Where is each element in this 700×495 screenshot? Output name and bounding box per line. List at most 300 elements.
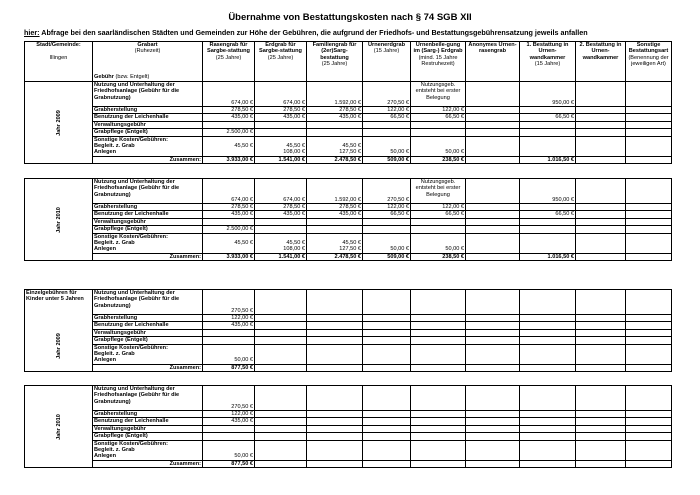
value-cell xyxy=(466,253,520,260)
empty-cell xyxy=(626,411,672,418)
verwaltung-label: Verwaltungsgebühr xyxy=(93,121,203,128)
empty-cell xyxy=(411,364,466,371)
empty-cell xyxy=(576,337,626,344)
empty-cell xyxy=(307,329,363,336)
empty-cell xyxy=(466,337,520,344)
empty-cell xyxy=(576,411,626,418)
empty-cell xyxy=(520,386,576,411)
empty-cell xyxy=(576,433,626,440)
value-cell xyxy=(626,107,672,114)
value-cell xyxy=(576,82,626,107)
value-cell: 2.500,00 € xyxy=(203,226,255,233)
value-cell: 66,50 € xyxy=(520,114,576,121)
empty-cell xyxy=(576,322,626,329)
value-cell: 50,00 € xyxy=(411,136,466,156)
empty-cell xyxy=(520,218,576,225)
col-header: Familiengrab für (2er)Sarg-bestattung (25 Jahre) xyxy=(307,42,363,82)
empty-cell xyxy=(466,344,520,364)
value-cell: 122,00 € xyxy=(411,107,466,114)
empty-cell xyxy=(626,322,672,329)
empty-cell xyxy=(363,329,411,336)
value-cell: 50,00 € xyxy=(363,233,411,253)
value-cell: 270,50 € xyxy=(363,179,411,204)
empty-cell xyxy=(411,418,466,425)
col-header: Urnenerdgrab (15 Jahre) xyxy=(363,42,411,82)
year-block xyxy=(24,178,672,261)
value-cell xyxy=(626,211,672,218)
value-cell: 877,50 € xyxy=(203,460,255,467)
empty-cell xyxy=(466,290,520,315)
empty-cell xyxy=(255,433,307,440)
value-cell: 278,50 € xyxy=(307,107,363,114)
value-cell: 2.478,50 € xyxy=(307,253,363,260)
leichenhalle-label: Benutzung der Leichenhalle xyxy=(93,322,203,329)
nutzung-label: Nutzung und Unterhaltung der Friedhofsanlage (Gebühr für die Grabnutzung) xyxy=(93,386,203,411)
empty-cell xyxy=(255,411,307,418)
value-cell xyxy=(466,179,520,204)
header-row xyxy=(25,42,672,82)
empty-cell xyxy=(520,329,576,336)
empty-cell xyxy=(255,344,307,364)
value-cell: 66,50 € xyxy=(363,211,411,218)
empty-cell xyxy=(307,425,363,432)
zusammen-label: Zusammen: xyxy=(93,460,203,467)
empty-cell xyxy=(411,290,466,315)
value-cell xyxy=(626,233,672,253)
empty-cell xyxy=(255,329,307,336)
value-cell: 278,50 € xyxy=(255,107,307,114)
value-cell: 238,50 € xyxy=(411,156,466,163)
empty-cell xyxy=(203,425,255,432)
value-cell: 122,00 € xyxy=(363,204,411,211)
empty-cell xyxy=(466,364,520,371)
verwaltung-label: Verwaltungsgebühr xyxy=(93,425,203,432)
year-label: Jahr 2009 xyxy=(25,82,93,164)
empty-cell xyxy=(626,440,672,460)
nutzungsgeb-note: Nutzungsgeb. entsteht bei erster Belegung xyxy=(411,179,466,204)
empty-cell xyxy=(307,226,363,233)
empty-cell xyxy=(363,337,411,344)
value-cell: 45,50 € xyxy=(203,233,255,253)
value-cell xyxy=(576,211,626,218)
value-cell: 66,50 € xyxy=(520,211,576,218)
value-cell xyxy=(576,253,626,260)
empty-cell xyxy=(411,411,466,418)
value-cell xyxy=(576,114,626,121)
col-header: Erdgrab für Sargbe-stattung (25 Jahre) xyxy=(255,42,307,82)
empty-cell xyxy=(255,226,307,233)
empty-cell xyxy=(520,121,576,128)
empty-cell xyxy=(363,322,411,329)
empty-cell xyxy=(411,460,466,467)
value-cell: 3.933,00 € xyxy=(203,156,255,163)
empty-cell xyxy=(520,433,576,440)
value-cell: 50,00 € xyxy=(363,136,411,156)
value-cell xyxy=(466,114,520,121)
value-cell: 1.016,50 € xyxy=(520,156,576,163)
value-cell: 674,00 € xyxy=(203,82,255,107)
value-cell: 45,50 € 127,50 € xyxy=(307,136,363,156)
empty-cell xyxy=(203,121,255,128)
empty-cell xyxy=(466,322,520,329)
empty-cell xyxy=(626,329,672,336)
value-cell: 278,50 € xyxy=(307,204,363,211)
empty-cell xyxy=(203,329,255,336)
empty-cell xyxy=(307,337,363,344)
empty-cell xyxy=(520,364,576,371)
value-cell: 270,50 € xyxy=(363,82,411,107)
value-cell: 278,50 € xyxy=(203,204,255,211)
value-cell xyxy=(626,82,672,107)
empty-cell xyxy=(466,411,520,418)
grabherstellung-label: Grabherstellung xyxy=(93,204,203,211)
value-cell: 950,00 € xyxy=(520,179,576,204)
empty-cell xyxy=(363,460,411,467)
empty-cell xyxy=(576,418,626,425)
empty-cell xyxy=(520,226,576,233)
empty-cell xyxy=(466,433,520,440)
kinder-label-cell xyxy=(25,290,93,372)
year-label: Jahr 2009 xyxy=(55,333,62,359)
empty-cell xyxy=(466,218,520,225)
empty-cell xyxy=(307,129,363,136)
empty-cell xyxy=(626,344,672,364)
empty-cell xyxy=(466,440,520,460)
value-cell: 1.592,00 € xyxy=(307,179,363,204)
empty-cell xyxy=(411,226,466,233)
value-cell: 238,50 € xyxy=(411,253,466,260)
value-cell: 66,50 € xyxy=(363,114,411,121)
value-cell: 270,50 € xyxy=(203,386,255,411)
empty-cell xyxy=(626,315,672,322)
empty-cell xyxy=(363,433,411,440)
leichenhalle-label: Benutzung der Leichenhalle xyxy=(93,418,203,425)
empty-cell xyxy=(255,218,307,225)
value-cell: 66,50 € xyxy=(411,211,466,218)
zusammen-label: Zusammen: xyxy=(93,364,203,371)
fee-table xyxy=(24,41,672,82)
empty-cell xyxy=(363,129,411,136)
empty-cell xyxy=(411,386,466,411)
value-cell: 435,00 € xyxy=(255,114,307,121)
empty-cell xyxy=(255,129,307,136)
empty-cell xyxy=(520,440,576,460)
empty-cell xyxy=(626,418,672,425)
empty-cell xyxy=(255,440,307,460)
value-cell: 674,00 € xyxy=(203,179,255,204)
empty-cell xyxy=(520,418,576,425)
sonstige-label: Sonstige Kosten/Gebühren: Begleit. z. Grab Anlegen xyxy=(93,440,203,460)
value-cell: 278,50 € xyxy=(203,107,255,114)
empty-cell xyxy=(255,386,307,411)
empty-cell xyxy=(363,226,411,233)
empty-cell xyxy=(466,329,520,336)
empty-cell xyxy=(520,460,576,467)
year-block xyxy=(24,81,672,164)
col-header: Sonstige Bestattungsart (Benennung der jeweiligen Art) xyxy=(626,42,672,82)
col-header: Rasengrab für Sargbe-stattung (25 Jahre) xyxy=(203,42,255,82)
value-cell: 674,00 € xyxy=(255,179,307,204)
empty-cell xyxy=(576,121,626,128)
nutzung-label: Nutzung und Unterhaltung der Friedhofsanlage (Gebühr für die Grabnutzung) xyxy=(93,290,203,315)
empty-cell xyxy=(520,129,576,136)
empty-cell xyxy=(307,121,363,128)
value-cell: 45,50 € xyxy=(203,136,255,156)
empty-cell xyxy=(626,460,672,467)
sonstige-label: Sonstige Kosten/Gebühren: Begleit. z. Grab Anlegen xyxy=(93,233,203,253)
empty-cell xyxy=(411,440,466,460)
grabpflege-label: Grabpflege (Entgelt) xyxy=(93,337,203,344)
empty-cell xyxy=(576,344,626,364)
value-cell: 45,50 € 108,00 € xyxy=(255,136,307,156)
empty-cell xyxy=(411,425,466,432)
grabpflege-label: Grabpflege (Entgelt) xyxy=(93,433,203,440)
grabpflege-label: Grabpflege (Entgelt) xyxy=(93,226,203,233)
empty-cell xyxy=(363,418,411,425)
empty-cell xyxy=(203,433,255,440)
empty-cell xyxy=(411,344,466,364)
empty-cell xyxy=(307,386,363,411)
nutzungsgeb-note: Nutzungsgeb. entsteht bei erster Belegung xyxy=(411,82,466,107)
empty-cell xyxy=(576,226,626,233)
value-cell: 435,00 € xyxy=(307,211,363,218)
value-cell xyxy=(466,136,520,156)
empty-cell xyxy=(626,337,672,344)
value-cell: 435,00 € xyxy=(307,114,363,121)
value-cell: 1.592,00 € xyxy=(307,82,363,107)
empty-cell xyxy=(626,290,672,315)
col-header: Anonymes Urnen-rasengrab xyxy=(466,42,520,82)
page-title: Übernahme von Bestattungskosten nach § 74 SGB XII xyxy=(228,12,472,23)
empty-cell xyxy=(255,121,307,128)
value-cell: 66,50 € xyxy=(411,114,466,121)
empty-cell xyxy=(466,226,520,233)
value-cell xyxy=(466,156,520,163)
empty-cell xyxy=(576,329,626,336)
empty-cell xyxy=(576,364,626,371)
value-cell xyxy=(576,179,626,204)
empty-cell xyxy=(576,386,626,411)
empty-cell xyxy=(576,129,626,136)
kinder-block xyxy=(24,289,672,372)
verwaltung-label: Verwaltungsgebühr xyxy=(93,329,203,336)
empty-cell xyxy=(520,411,576,418)
empty-cell xyxy=(255,418,307,425)
subtitle-prefix: hier: xyxy=(24,28,40,37)
value-cell xyxy=(520,136,576,156)
value-cell xyxy=(576,136,626,156)
year-label-cell xyxy=(25,386,93,468)
zusammen-label: Zusammen: xyxy=(93,253,203,260)
value-cell: 435,00 € xyxy=(255,211,307,218)
empty-cell xyxy=(307,364,363,371)
empty-cell xyxy=(626,433,672,440)
empty-cell xyxy=(576,460,626,467)
empty-cell xyxy=(411,433,466,440)
empty-cell xyxy=(520,315,576,322)
value-cell: 50,00 € xyxy=(203,440,255,460)
year-label: Jahr 2010 xyxy=(25,179,93,261)
col-header: Urnenbeile-gung im (Sarg-) Erdgrab (mind. 15 Jahre Restruhezeit) xyxy=(411,42,466,82)
empty-cell xyxy=(255,460,307,467)
empty-cell xyxy=(411,329,466,336)
nutzung-label: Nutzung und Unterhaltung der Friedhofsanlage (Gebühr für die Grabnutzung) xyxy=(93,179,203,204)
col-header: 1. Bestattung in Urnen-wandkammer (15 Jahre) xyxy=(520,42,576,82)
value-cell xyxy=(626,253,672,260)
value-cell xyxy=(576,156,626,163)
subtitle-text: Abfrage bei den saarländischen Städten und Gemeinden zur Höhe der Gebühren, die aufgrund der Friedhofs- und Bestattungsgebührensatzung jeweils anfallen xyxy=(39,28,588,37)
kinder-block xyxy=(24,385,672,468)
value-cell: 122,00 € xyxy=(203,411,255,418)
value-cell: 435,00 € xyxy=(203,418,255,425)
value-cell: 45,50 € 127,50 € xyxy=(307,233,363,253)
empty-cell xyxy=(411,121,466,128)
empty-cell xyxy=(520,290,576,315)
empty-cell xyxy=(363,344,411,364)
grabart-header: Grabart (Ruhezeit) Gebühr (bzw. Entgelt) xyxy=(93,42,203,82)
empty-cell xyxy=(363,411,411,418)
empty-cell xyxy=(520,322,576,329)
empty-cell xyxy=(466,425,520,432)
empty-cell xyxy=(411,315,466,322)
value-cell: 509,00 € xyxy=(363,156,411,163)
empty-cell xyxy=(307,322,363,329)
grabpflege-label: Grabpflege (Entgelt) xyxy=(93,129,203,136)
value-cell: 509,00 € xyxy=(363,253,411,260)
empty-cell xyxy=(307,433,363,440)
value-cell: 50,00 € xyxy=(411,233,466,253)
value-cell xyxy=(520,204,576,211)
empty-cell xyxy=(255,322,307,329)
sonstige-label: Sonstige Kosten/Gebühren: Begleit. z. Grab Anlegen xyxy=(93,344,203,364)
value-cell xyxy=(576,107,626,114)
empty-cell xyxy=(411,337,466,344)
verwaltung-label: Verwaltungsgebühr xyxy=(93,218,203,225)
empty-cell xyxy=(307,218,363,225)
page-subtitle xyxy=(24,28,588,37)
leichenhalle-label: Benutzung der Leichenhalle xyxy=(93,114,203,121)
value-cell xyxy=(626,156,672,163)
empty-cell xyxy=(363,290,411,315)
value-cell xyxy=(466,107,520,114)
kinder-label: Einzelgebühren für Kinder unter 5 Jahren xyxy=(26,290,84,303)
empty-cell xyxy=(520,344,576,364)
value-cell: 674,00 € xyxy=(255,82,307,107)
empty-cell xyxy=(466,418,520,425)
empty-cell xyxy=(255,315,307,322)
value-cell: 270,50 € xyxy=(203,290,255,315)
value-cell xyxy=(626,204,672,211)
empty-cell xyxy=(307,344,363,364)
empty-cell xyxy=(576,290,626,315)
value-cell xyxy=(466,233,520,253)
empty-cell xyxy=(466,315,520,322)
empty-cell xyxy=(363,425,411,432)
value-cell: 435,00 € xyxy=(203,114,255,121)
value-cell xyxy=(520,107,576,114)
value-cell xyxy=(626,114,672,121)
empty-cell xyxy=(203,218,255,225)
empty-cell xyxy=(307,418,363,425)
empty-cell xyxy=(411,218,466,225)
empty-cell xyxy=(307,315,363,322)
sonstige-label: Sonstige Kosten/Gebühren: Begleit. z. Grab Anlegen xyxy=(93,136,203,156)
value-cell: 435,00 € xyxy=(203,211,255,218)
empty-cell xyxy=(626,386,672,411)
value-cell: 1.016,50 € xyxy=(520,253,576,260)
empty-cell xyxy=(626,425,672,432)
empty-cell xyxy=(626,129,672,136)
empty-cell xyxy=(363,218,411,225)
empty-cell xyxy=(307,460,363,467)
empty-cell xyxy=(520,337,576,344)
value-cell xyxy=(466,82,520,107)
empty-cell xyxy=(520,425,576,432)
value-cell: 122,00 € xyxy=(411,204,466,211)
empty-cell xyxy=(363,386,411,411)
value-cell: 2.478,50 € xyxy=(307,156,363,163)
grabherstellung-label: Grabherstellung xyxy=(93,107,203,114)
empty-cell xyxy=(411,129,466,136)
empty-cell xyxy=(363,440,411,460)
empty-cell xyxy=(363,121,411,128)
empty-cell xyxy=(307,440,363,460)
value-cell: 122,00 € xyxy=(203,315,255,322)
empty-cell xyxy=(466,129,520,136)
empty-cell xyxy=(411,322,466,329)
value-cell: 2.500,00 € xyxy=(203,129,255,136)
empty-cell xyxy=(466,386,520,411)
empty-cell xyxy=(576,440,626,460)
value-cell: 122,00 € xyxy=(363,107,411,114)
grabherstellung-label: Grabherstellung xyxy=(93,411,203,418)
year-label: Jahr 2010 xyxy=(55,413,62,440)
value-cell xyxy=(466,204,520,211)
col-header: 2. Bestattung in Urnen-wandkammer xyxy=(576,42,626,82)
leichenhalle-label: Benutzung der Leichenhalle xyxy=(93,211,203,218)
value-cell: 3.933,00 € xyxy=(203,253,255,260)
value-cell xyxy=(520,233,576,253)
empty-cell xyxy=(363,364,411,371)
stadt-header: Stadt/Gemeinde: Illingen xyxy=(25,42,93,82)
empty-cell xyxy=(626,121,672,128)
grabherstellung-label: Grabherstellung xyxy=(93,315,203,322)
empty-cell xyxy=(576,315,626,322)
value-cell: 877,50 € xyxy=(203,364,255,371)
value-cell: 1.541,00 € xyxy=(255,253,307,260)
value-cell: 435,00 € xyxy=(203,322,255,329)
value-cell: 1.541,00 € xyxy=(255,156,307,163)
empty-cell xyxy=(255,425,307,432)
zusammen-label: Zusammen: xyxy=(93,156,203,163)
empty-cell xyxy=(255,290,307,315)
empty-cell xyxy=(363,315,411,322)
empty-cell xyxy=(626,226,672,233)
value-cell xyxy=(466,211,520,218)
value-cell: 45,50 € 108,00 € xyxy=(255,233,307,253)
empty-cell xyxy=(307,290,363,315)
value-cell xyxy=(576,204,626,211)
empty-cell xyxy=(466,460,520,467)
empty-cell xyxy=(255,337,307,344)
value-cell: 278,50 € xyxy=(255,204,307,211)
nutzung-label: Nutzung und Unterhaltung der Friedhofsanlage (Gebühr für die Grabnutzung) xyxy=(93,82,203,107)
empty-cell xyxy=(307,411,363,418)
empty-cell xyxy=(626,364,672,371)
value-cell xyxy=(626,179,672,204)
value-cell xyxy=(576,233,626,253)
empty-cell xyxy=(576,218,626,225)
